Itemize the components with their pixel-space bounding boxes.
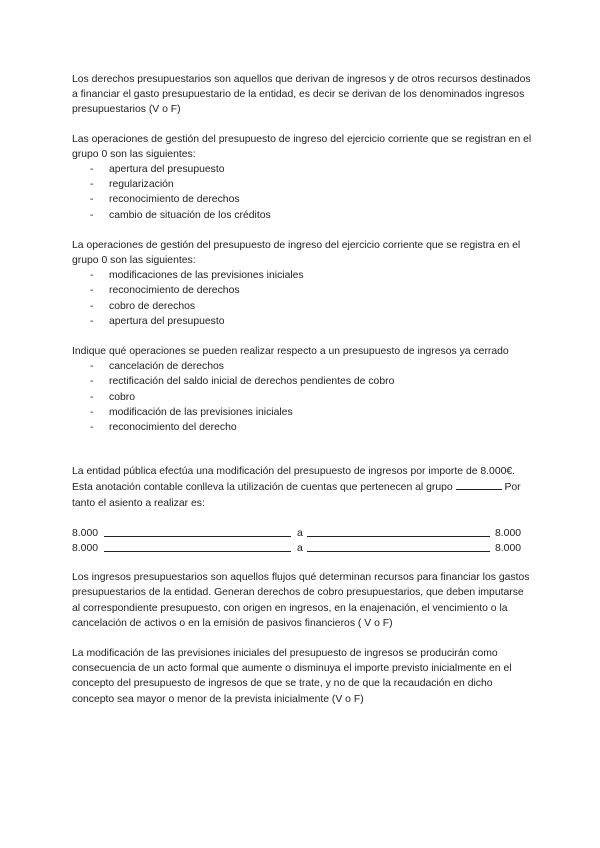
list-item: - regularización bbox=[72, 177, 532, 192]
question-6-text: Los ingresos presupuestarios son aquellos flujos qué determinan recursos para financiar los gastos presupuestarios de la entidad. Generan derechos de cobro presupuestarios, que deben imputarse al correspondiente presupuesto, con origen en ingresos, en la enajenación, el vencimiento o la cancelación de activos o en la emisión de pasivos financieros ( V o F) bbox=[72, 572, 530, 629]
list-item: - reconocimiento de derechos bbox=[72, 283, 532, 298]
question-5-text bbox=[72, 464, 532, 511]
list-item: - cobro de derechos bbox=[72, 299, 532, 314]
list-item: - cobro bbox=[72, 390, 532, 405]
list-item: - apertura del presupuesto bbox=[72, 314, 532, 329]
list-item: - modificación de las previsiones iniciales bbox=[72, 405, 532, 420]
credit-amount: 8.000 bbox=[495, 543, 522, 555]
list-item: - cambio de situación de los créditos bbox=[72, 208, 532, 223]
group-blank[interactable] bbox=[456, 479, 502, 490]
question-7-text: La modificación de las previsiones iniciales del presupuesto de ingresos se producirán como consecuencia de un acto formal que aumente o disminuya el importe previsto inicialmente en el concepto del presupuesto de ingresos de que se trate, y no de que la recaudación en dicho concepto sea mayor o menor de la prevista inicialmente (V o F) bbox=[72, 648, 512, 705]
question-4 bbox=[72, 344, 532, 435]
question-1-text: Los derechos presupuestarios son aquellos que derivan de ingresos y de otros recursos destinados a financiar el gasto presupuestario de la entidad, es decir se derivan de los denominados ingresos presupuestarios (V o F) bbox=[72, 74, 531, 116]
question-5 bbox=[72, 464, 532, 556]
question-6 bbox=[72, 570, 532, 631]
question-3-intro: La operaciones de gestión del presupuesto de ingreso del ejercicio corriente que se registra en el grupo 0 son las siguientes: bbox=[72, 239, 521, 267]
question-2 bbox=[72, 132, 532, 223]
question-7 bbox=[72, 646, 532, 707]
question-4-list bbox=[72, 359, 532, 435]
credit-account-blank[interactable] bbox=[307, 526, 490, 537]
journal-entry-row bbox=[72, 541, 532, 556]
debit-account-blank[interactable] bbox=[104, 541, 291, 552]
list-item: - reconocimiento del derecho bbox=[72, 420, 532, 435]
journal-entry-row bbox=[72, 526, 532, 541]
list-item: - cancelación de derechos bbox=[72, 359, 532, 374]
question-1 bbox=[72, 72, 532, 118]
debit-account-blank[interactable] bbox=[104, 526, 291, 537]
list-item: - apertura del presupuesto bbox=[72, 162, 532, 177]
debit-amount: 8.000 bbox=[72, 543, 99, 555]
list-item: - modificaciones de las previsiones iniciales bbox=[72, 268, 532, 283]
entry-connector: a bbox=[297, 543, 303, 555]
question-5-text-b: Por tanto el asiento a realizar es: bbox=[72, 482, 521, 509]
document-page bbox=[72, 72, 532, 707]
question-3 bbox=[72, 238, 532, 329]
debit-amount: 8.000 bbox=[72, 527, 99, 539]
question-5-text-a: La entidad pública efectúa una modificación del presupuesto de ingresos por importe de 8.000€. Esta anotación contable conlleva la utilización de cuentas que pertenecen al grupo bbox=[72, 466, 516, 494]
entry-connector: a bbox=[297, 527, 303, 539]
question-4-intro: Indique qué operaciones se pueden realizar respecto a un presupuesto de ingresos ya cerrado bbox=[72, 346, 509, 358]
credit-account-blank[interactable] bbox=[307, 541, 490, 552]
question-3-list bbox=[72, 268, 532, 329]
credit-amount: 8.000 bbox=[495, 527, 522, 539]
list-item: - reconocimiento de derechos bbox=[72, 192, 532, 207]
question-2-list bbox=[72, 162, 532, 223]
list-item: - rectificación del saldo inicial de derechos pendientes de cobro bbox=[72, 374, 532, 389]
question-2-intro: Las operaciones de gestión del presupuesto de ingreso del ejercicio corriente que se registran en el grupo 0 son las siguientes: bbox=[72, 133, 532, 160]
